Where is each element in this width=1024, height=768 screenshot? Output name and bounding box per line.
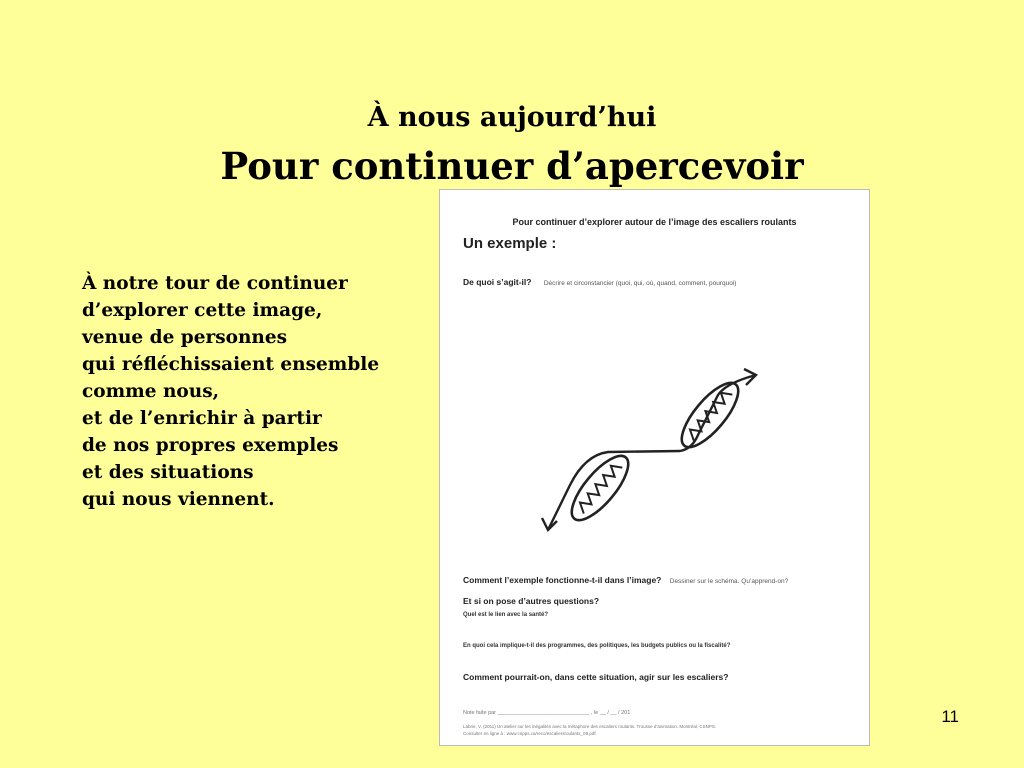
body-line: et de l’enrichir à partir	[82, 408, 322, 429]
worksheet-document	[439, 189, 870, 746]
body-line: comme nous,	[82, 381, 220, 402]
question-5: Comment pourrait-on, dans cette situation, agir sur les escaliers?	[463, 672, 729, 682]
question-3: Et si on pose d’autres questions?	[463, 596, 600, 606]
worksheet-header: Pour continuer d’explorer autour de l’image des escaliers roulants	[512, 217, 797, 227]
escalator-diagram-icon	[540, 365, 770, 535]
question-1-hint: Décrire et circonstancier (quoi, qui, où, quand, comment, pourquoi)	[543, 280, 737, 287]
body-line: venue de personnes	[82, 327, 288, 348]
slide-body-text	[82, 270, 432, 513]
body-line: et des situations	[82, 462, 254, 483]
slide-subtitle: À nous aujourd’hui	[367, 102, 657, 133]
page-number: 11	[941, 707, 959, 726]
worksheet-footer-reference: Labrie, V. (2011) Un atelier sur les inégalités avec la métaphore des escaliers roulants. Trousse d’animation. Montréal, CSNPS.	[463, 724, 717, 729]
worksheet-example-heading: Un exemple :	[463, 235, 557, 252]
question-1-label: De quoi s’agit-il?	[463, 277, 532, 287]
body-line: d’explorer cette image,	[82, 300, 323, 321]
question-1	[463, 277, 736, 287]
question-2-label: Comment l’exemple fonctionne-t-il dans l’image?	[463, 575, 662, 585]
worksheet-footer-link: Consulter en ligne à : www.cnpps.ca/reco/escaliersroulants_09.pdf	[463, 731, 596, 736]
body-line: de nos propres exemples	[82, 435, 339, 456]
body-line: qui réfléchissaient ensemble	[82, 354, 380, 375]
question-3-sub: Quel est le lien avec la santé?	[463, 612, 549, 618]
worksheet-footer-note: Note faite par ______________________________ , le __ / __ / 201	[463, 710, 631, 716]
slide-title: Pour continuer d’apercevoir	[220, 144, 804, 188]
body-line: qui nous viennent.	[82, 489, 275, 510]
question-2-hint: Dessiner sur le schéma. Qu’apprend-on?	[669, 578, 789, 585]
body-line: À notre tour de continuer	[82, 273, 348, 294]
question-4: En quoi cela implique-t-il des programmes, des politiques, les budgets publics ou la fiscalité?	[463, 643, 731, 649]
question-2	[463, 575, 788, 585]
